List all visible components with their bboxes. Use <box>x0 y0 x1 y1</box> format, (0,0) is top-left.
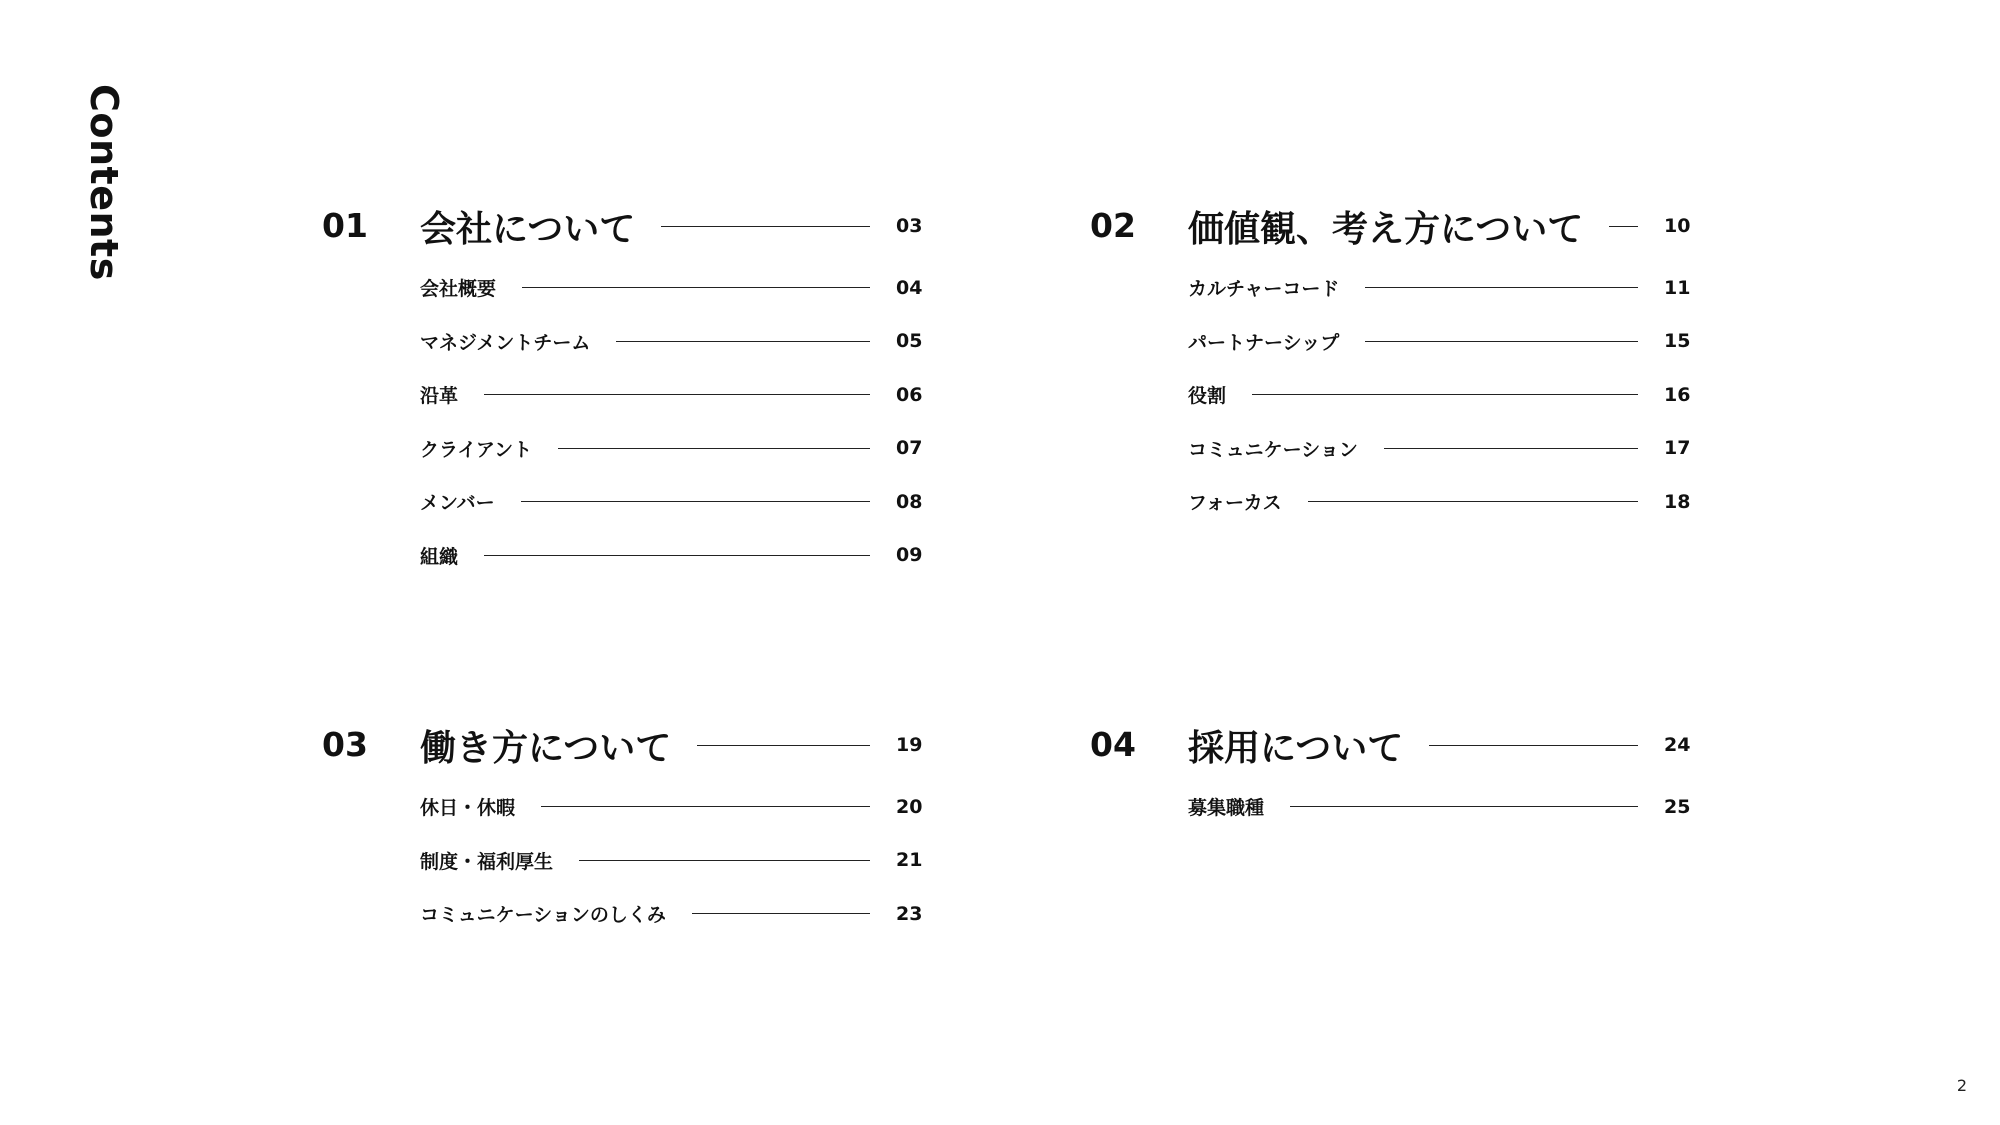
toc-item[interactable] <box>1090 475 1690 529</box>
toc-item[interactable] <box>322 475 922 529</box>
toc-item[interactable] <box>322 261 922 315</box>
toc-section-header[interactable] <box>322 714 922 776</box>
leader-line <box>692 913 870 914</box>
leader-line <box>661 226 870 227</box>
leader-line <box>521 501 870 502</box>
toc-item-page-number: 15 <box>1664 330 1691 353</box>
section-page-number: 24 <box>1664 734 1691 756</box>
section-number: 01 <box>322 206 368 245</box>
toc-item[interactable] <box>322 834 922 888</box>
toc-item-list <box>322 780 922 941</box>
leader-line <box>1252 394 1638 395</box>
slide-page-number: 2 <box>1956 1076 1967 1095</box>
toc-item-title: 会社概要 <box>420 278 497 301</box>
leader-line <box>579 860 870 861</box>
toc-item-title: メンバー <box>420 492 495 515</box>
leader-line <box>484 555 870 556</box>
toc-item[interactable] <box>1090 315 1690 369</box>
toc-section-header[interactable] <box>1090 714 1690 776</box>
toc-item-list <box>1090 261 1690 529</box>
section-title: 働き方について <box>420 727 672 769</box>
section-title: 価値観、考え方について <box>1188 208 1584 250</box>
toc-item-page-number: 18 <box>1664 490 1691 513</box>
toc-item-page-number: 07 <box>896 437 923 460</box>
toc-item-page-number: 11 <box>1664 276 1691 299</box>
leader-line <box>541 806 870 807</box>
section-number: 04 <box>1090 725 1136 764</box>
leader-line <box>1365 287 1638 288</box>
toc-item-title: 休日・休暇 <box>420 797 516 820</box>
toc-item-page-number: 05 <box>896 330 923 353</box>
toc-item-page-number: 23 <box>896 902 923 925</box>
toc-item[interactable] <box>322 422 922 476</box>
toc-item-page-number: 04 <box>896 276 923 299</box>
toc-item-title: 役割 <box>1188 385 1227 408</box>
toc-item-title: 組織 <box>420 545 459 568</box>
toc-section-02 <box>1090 195 1690 529</box>
toc-item[interactable] <box>1090 368 1690 422</box>
toc-item-page-number: 08 <box>896 490 923 513</box>
toc-section-header[interactable] <box>1090 195 1690 257</box>
toc-item-page-number: 16 <box>1664 383 1691 406</box>
toc-item-title: パートナーシップ <box>1188 331 1340 354</box>
toc-item[interactable] <box>322 529 922 583</box>
leader-line <box>1609 226 1638 227</box>
leader-line <box>1384 448 1638 449</box>
toc-item-title: 沿革 <box>420 385 459 408</box>
section-number: 02 <box>1090 206 1136 245</box>
toc-section-header[interactable] <box>322 195 922 257</box>
toc-item-title: コミュニケーションのしくみ <box>420 904 666 927</box>
leader-line <box>1429 745 1638 746</box>
section-page-number: 03 <box>896 215 923 237</box>
section-page-number: 19 <box>896 734 923 756</box>
toc-item[interactable] <box>1090 780 1690 834</box>
toc-item-list <box>322 261 922 582</box>
leader-line <box>522 287 870 288</box>
toc-item[interactable] <box>322 368 922 422</box>
leader-line <box>1365 341 1638 342</box>
toc-item-list <box>1090 780 1690 834</box>
toc-item-page-number: 09 <box>896 544 923 567</box>
toc-item-page-number: 20 <box>896 795 923 818</box>
section-title: 採用について <box>1188 727 1404 769</box>
leader-line <box>1290 806 1638 807</box>
toc-item[interactable] <box>322 315 922 369</box>
leader-line <box>616 341 870 342</box>
toc-item[interactable] <box>1090 261 1690 315</box>
toc-item[interactable] <box>1090 422 1690 476</box>
toc-item-title: カルチャーコード <box>1188 278 1340 301</box>
toc-item-title: 制度・福利厚生 <box>420 850 554 873</box>
section-page-number: 10 <box>1664 215 1691 237</box>
toc-item-page-number: 25 <box>1664 795 1691 818</box>
toc-item-page-number: 17 <box>1664 437 1691 460</box>
leader-line <box>1308 501 1638 502</box>
toc-item-page-number: 06 <box>896 383 923 406</box>
toc-item[interactable] <box>322 780 922 834</box>
toc-item-title: フォーカス <box>1188 492 1282 515</box>
toc-item[interactable] <box>322 887 922 941</box>
page-title: Contents <box>82 84 126 281</box>
leader-line <box>697 745 870 746</box>
leader-line <box>558 448 870 449</box>
toc-item-page-number: 21 <box>896 849 923 872</box>
section-number: 03 <box>322 725 368 764</box>
toc-item-title: クライアント <box>420 438 533 461</box>
toc-section-04 <box>1090 714 1690 834</box>
toc-item-title: コミュニケーション <box>1188 438 1358 461</box>
toc-item-title: 募集職種 <box>1188 797 1265 820</box>
leader-line <box>484 394 870 395</box>
toc-section-01 <box>322 195 922 582</box>
toc-item-title: マネジメントチーム <box>420 331 591 354</box>
section-title: 会社について <box>420 208 636 250</box>
toc-section-03 <box>322 714 922 941</box>
